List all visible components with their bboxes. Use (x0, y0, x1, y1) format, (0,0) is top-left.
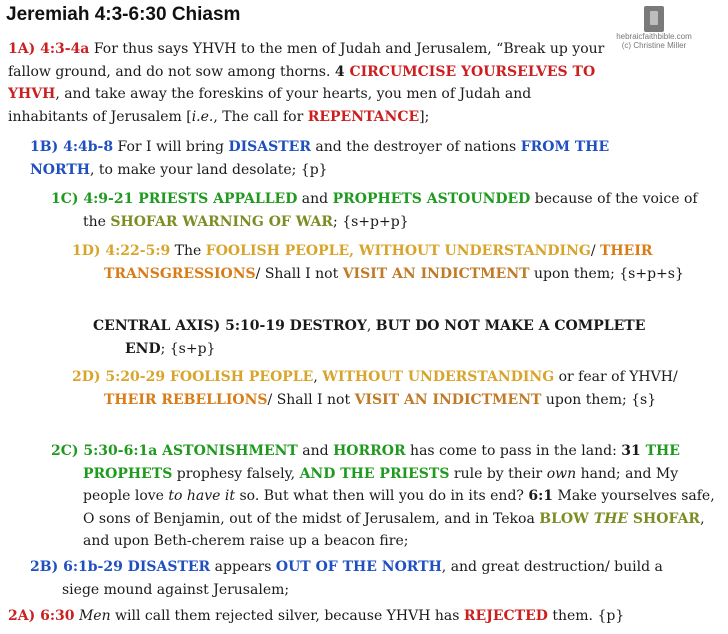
text: upon them; {s} (541, 391, 657, 408)
text: / Shall I not (267, 391, 355, 408)
text: For thus says YHVH to the men of Judah and Jerusalem, “Break up your fallow ground, and do not sow among thorns. (8, 41, 605, 80)
text: For I will bring (113, 139, 229, 155)
text: ; {s+p+p} (333, 213, 409, 230)
text: has come to pass in the land: (405, 443, 622, 459)
bible-icon (644, 6, 664, 32)
highlight: CIRCUMCISE YOURSELVES TO YHVH (8, 63, 596, 102)
text: Make yourselves safe, O sons of Benjamin, out of the midst of Jerusalem, and in Tekoa (83, 488, 715, 527)
highlight: AND THE PRIESTS (299, 465, 450, 482)
highlight: THE (593, 510, 629, 527)
highlight: BUT DO NOT MAKE A COMPLETE END (125, 318, 646, 357)
text: , (366, 318, 376, 334)
highlight: WITHOUT UNDERSTANDING (322, 369, 555, 385)
label-1a: 1A) 4:3-4a (8, 41, 90, 57)
chiasm-central-axis (93, 315, 665, 360)
text: and the destroyer of nations (310, 139, 521, 155)
chiasm-1a (8, 38, 613, 128)
highlight: FROM THE NORTH (30, 139, 610, 178)
chiasm-1d (72, 240, 704, 285)
site-logo (612, 6, 696, 50)
highlight: VISIT AN INDICTMENT (342, 265, 530, 282)
text: , The call for (213, 108, 308, 125)
text: appears (210, 559, 276, 575)
highlight: FOOLISH PEOPLE, WITHOUT UNDERSTANDING (205, 243, 591, 259)
highlight: BLOW (539, 510, 594, 527)
text-italic: to have it (168, 488, 236, 504)
label-2b: 2B) 6:1b-29 DISASTER (30, 559, 211, 575)
label-2d: 2D) 5:20-29 FOOLISH PEOPLE (72, 369, 314, 385)
verse-number: 6:1 (528, 488, 554, 504)
text: or fear of YHVH/ (554, 369, 678, 385)
logo-site-text: hebraicfaithbible.com (616, 32, 692, 41)
text: will call them rejected silver, because YHVH has (110, 608, 464, 624)
highlight: THEIR REBELLIONS (104, 391, 268, 408)
text: rule by their (449, 465, 547, 482)
highlight: PROPHETS ASTOUNDED (332, 191, 531, 207)
text-italic: Men (78, 608, 111, 624)
text: / Shall I not (255, 265, 343, 282)
highlight: SHOFAR WARNING OF WAR (110, 213, 334, 230)
text: so. But what then will you do in its end? (235, 488, 529, 504)
highlight: OUT OF THE NORTH (275, 559, 442, 575)
chiasm-2c (51, 440, 728, 553)
chiasm-2d (72, 366, 724, 411)
text: , to make your land desolate; {p} (90, 161, 328, 178)
text: , (313, 369, 323, 385)
chiasm-2b (30, 556, 702, 601)
label-2a: 2A) 6:30 (8, 608, 75, 624)
text: and (297, 191, 333, 207)
label-1b: 1B) 4:4b-8 (30, 139, 114, 155)
text: ]; (419, 108, 430, 125)
text: because of the voice of the (83, 191, 698, 230)
text: ; {s+p} (160, 340, 216, 357)
highlight: REPENTANCE (307, 108, 420, 125)
highlight: SHOFAR (628, 510, 701, 527)
page-title: Jeremiah 4:3-6:30 Chiasm (6, 4, 241, 25)
text: hand; and My people love (83, 465, 679, 504)
text: , and upon Beth-cherem raise up a beacon fire; (83, 510, 705, 549)
text-italic: i.e. (191, 108, 214, 125)
highlight: REJECTED (463, 608, 548, 624)
text: and (297, 443, 334, 459)
highlight: THEIR TRANSGRESSIONS (104, 243, 653, 282)
label-central: CENTRAL AXIS) 5:10-19 DESTROY (93, 318, 367, 334)
label-1c: 1C) 4:9-21 PRIESTS APPALLED (51, 191, 298, 207)
highlight: DISASTER (228, 139, 311, 155)
chiasm-1c (51, 188, 708, 233)
highlight: HORROR (333, 443, 406, 459)
text: , and take away the foreskins of your hearts, you men of Judah and inhabitants of Jerusalem [ (8, 86, 532, 125)
text: / (590, 243, 601, 259)
text: upon them; {s+p+s} (529, 265, 684, 282)
verse-number: 4 (334, 63, 345, 80)
chiasm-1b (30, 136, 670, 181)
label-2c: 2C) 5:30-6:1a ASTONISHMENT (51, 443, 298, 459)
logo-copyright: (c) Christine Miller (621, 41, 687, 50)
highlight: VISIT AN INDICTMENT (354, 391, 542, 408)
text: , and great destruction/ build a siege mound against Jerusalem; (62, 559, 663, 598)
chiasm-2a (8, 605, 688, 628)
text: them. {p} (547, 608, 625, 624)
label-1d: 1D) 4:22-5:9 (72, 243, 171, 259)
text: The (170, 243, 206, 259)
highlight: THE PROPHETS (83, 443, 680, 482)
text-italic: own (546, 465, 577, 482)
text: prophesy falsely, (172, 465, 300, 482)
verse-number: 31 (621, 443, 641, 459)
